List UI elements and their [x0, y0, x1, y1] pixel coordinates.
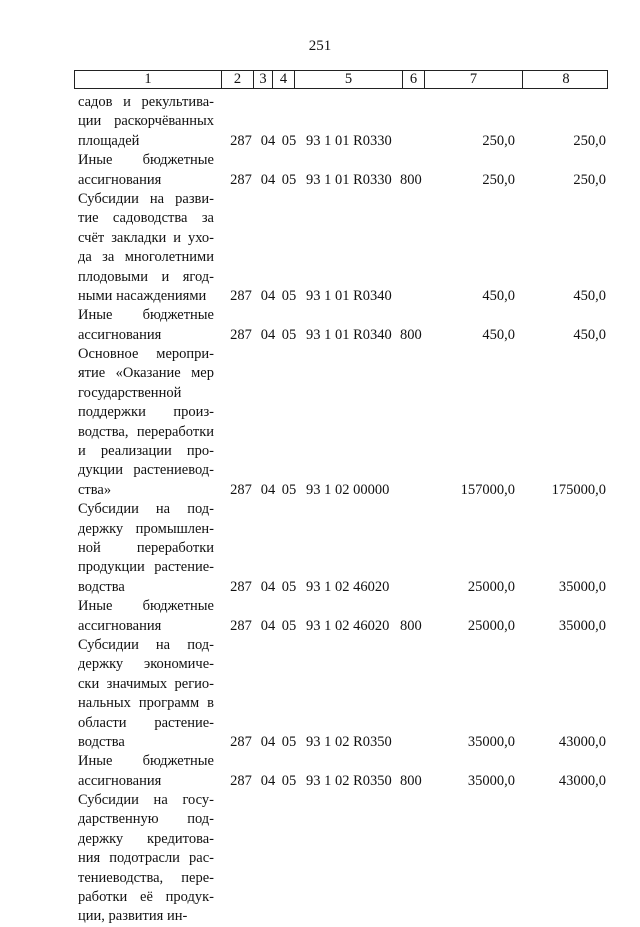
subsection-code: 05: [281, 772, 297, 789]
amount-col-8: 43000,0: [558, 772, 606, 789]
description-line: ски значимых регио-: [78, 675, 214, 692]
amount-col-8: 250,0: [573, 132, 606, 149]
row-description: [78, 93, 214, 151]
target-article-code: 93 1 01 R0340: [306, 287, 392, 304]
description-line: да за многолетними: [78, 249, 214, 266]
description-line: ассигнования: [78, 326, 162, 343]
table-row: [78, 345, 618, 500]
row-description: [78, 500, 214, 597]
amount-col-8: 35000,0: [558, 617, 606, 634]
expense-type-code: 800: [400, 171, 422, 188]
amount-col-8: 43000,0: [558, 733, 606, 750]
header-col-1: 1: [75, 71, 222, 88]
description-line: нальных программ в: [78, 695, 214, 712]
dept-code: 287: [230, 733, 252, 750]
amount-col-8: 250,0: [573, 171, 606, 188]
section-code: 04: [260, 132, 276, 149]
row-description: [78, 306, 214, 345]
description-line: Иные бюджетные: [78, 753, 214, 770]
section-code: 04: [260, 772, 276, 789]
row-description: [78, 636, 214, 752]
row-description: [78, 345, 214, 500]
description-line: государственной: [78, 384, 182, 401]
table-row: [78, 306, 618, 345]
page-number: 251: [308, 38, 332, 54]
row-description: [78, 151, 214, 190]
description-line: Субсидии на разви-: [78, 190, 214, 207]
dept-code: 287: [230, 772, 252, 789]
expense-type-code: 800: [400, 326, 422, 343]
description-line: плодовыми и ягод-: [78, 268, 214, 285]
description-line: ции, развития ин-: [78, 908, 188, 925]
amount-col-8: 450,0: [573, 326, 606, 343]
dept-code: 287: [230, 617, 252, 634]
dept-code: 287: [230, 132, 252, 149]
amount-col-7: 25000,0: [467, 617, 515, 634]
description-line: Субсидии на под-: [78, 636, 214, 653]
subsection-code: 05: [281, 481, 297, 498]
target-article-code: 93 1 02 R0350: [306, 772, 392, 789]
subsection-code: 05: [281, 171, 297, 188]
header-col-2: 2: [222, 71, 254, 88]
subsection-code: 05: [281, 326, 297, 343]
description-line: ятие «Оказание мер: [78, 365, 214, 382]
section-code: 04: [260, 481, 276, 498]
section-code: 04: [260, 287, 276, 304]
table-row: [78, 752, 618, 791]
target-article-code: 93 1 01 R0340: [306, 326, 392, 343]
section-code: 04: [260, 171, 276, 188]
description-line: области растение-: [78, 714, 214, 731]
table-row: [78, 151, 618, 190]
target-article-code: 93 1 01 R0330: [306, 171, 392, 188]
table-body: [78, 93, 618, 927]
description-line: держку экономиче-: [78, 656, 214, 673]
description-line: держку промышлен-: [78, 520, 214, 537]
amount-col-7: 35000,0: [467, 733, 515, 750]
description-line: счёт закладки и ухо-: [78, 229, 214, 246]
section-code: 04: [260, 733, 276, 750]
description-line: Субсидии на под-: [78, 501, 214, 518]
description-line: поддержки произ-: [78, 404, 214, 421]
amount-col-8: 35000,0: [558, 578, 606, 595]
header-col-3: 3: [254, 71, 273, 88]
subsection-code: 05: [281, 733, 297, 750]
header-col-8: 8: [562, 71, 570, 87]
expense-type-code: 800: [400, 617, 422, 634]
description-line: тениеводства, пере-: [78, 869, 214, 886]
amount-col-7: 450,0: [482, 287, 515, 304]
target-article-code: 93 1 02 46020: [306, 578, 390, 595]
description-line: ния подотрасли рас-: [78, 850, 214, 867]
amount-col-7: 450,0: [482, 326, 515, 343]
target-article-code: 93 1 02 R0350: [306, 733, 392, 750]
description-line: водства: [78, 733, 125, 750]
subsection-code: 05: [281, 617, 297, 634]
description-line: и реализации про-: [78, 443, 214, 460]
amount-col-7: 35000,0: [467, 772, 515, 789]
description-line: тие садоводства за: [78, 210, 214, 227]
description-line: Основное меропри-: [78, 346, 214, 363]
description-line: держку кредитова-: [78, 830, 214, 847]
description-line: ассигнования: [78, 772, 162, 789]
description-line: Иные бюджетные: [78, 598, 214, 615]
target-article-code: 93 1 02 46020: [306, 617, 390, 634]
header-col-4: 4: [273, 71, 295, 88]
row-description: [78, 597, 214, 636]
table-row: [78, 791, 618, 927]
section-code: 04: [260, 578, 276, 595]
dept-code: 287: [230, 326, 252, 343]
description-line: продукции растение-: [78, 559, 214, 576]
row-description: [78, 752, 214, 791]
description-line: водства: [78, 578, 125, 595]
header-col-5: 5: [295, 71, 403, 88]
description-line: Иные бюджетные: [78, 307, 214, 324]
amount-col-8: 450,0: [573, 287, 606, 304]
header-col-6: 6: [403, 71, 425, 88]
subsection-code: 05: [281, 132, 297, 149]
section-code: 04: [260, 617, 276, 634]
amount-col-7: 250,0: [482, 171, 515, 188]
dept-code: 287: [230, 578, 252, 595]
description-line: ассигнования: [78, 617, 162, 634]
table-row: [78, 500, 618, 597]
section-code: 04: [260, 326, 276, 343]
table-row: [78, 597, 618, 636]
description-line: ной переработки: [78, 539, 214, 556]
table-row: [78, 93, 618, 151]
row-description: [78, 791, 214, 927]
table-row: [78, 190, 618, 306]
table-row: [78, 636, 618, 752]
description-line: водства, переработки: [78, 423, 214, 440]
description-line: Субсидии на госу-: [78, 792, 214, 809]
amount-col-7: 250,0: [482, 132, 515, 149]
description-line: ства»: [78, 481, 112, 498]
header-col-7: 7: [425, 71, 523, 88]
description-line: площадей: [78, 132, 140, 149]
description-line: дарственную под-: [78, 811, 214, 828]
description-line: Иные бюджетные: [78, 152, 214, 169]
dept-code: 287: [230, 171, 252, 188]
row-description: [78, 190, 214, 306]
table-header: [74, 70, 608, 89]
target-article-code: 93 1 01 R0330: [306, 132, 392, 149]
description-line: ассигнования: [78, 171, 162, 188]
dept-code: 287: [230, 481, 252, 498]
description-line: садов и рекультива-: [78, 94, 214, 110]
description-line: ными насаждениями: [78, 287, 207, 304]
amount-col-7: 157000,0: [460, 481, 515, 498]
amount-col-8: 175000,0: [551, 481, 606, 498]
subsection-code: 05: [281, 578, 297, 595]
amount-col-7: 25000,0: [467, 578, 515, 595]
subsection-code: 05: [281, 287, 297, 304]
dept-code: 287: [230, 287, 252, 304]
description-line: работки её продук-: [78, 889, 214, 906]
description-line: ции раскорчёванных: [78, 113, 214, 130]
target-article-code: 93 1 02 00000: [306, 481, 390, 498]
description-line: дукции растениевод-: [78, 462, 214, 479]
expense-type-code: 800: [400, 772, 422, 789]
